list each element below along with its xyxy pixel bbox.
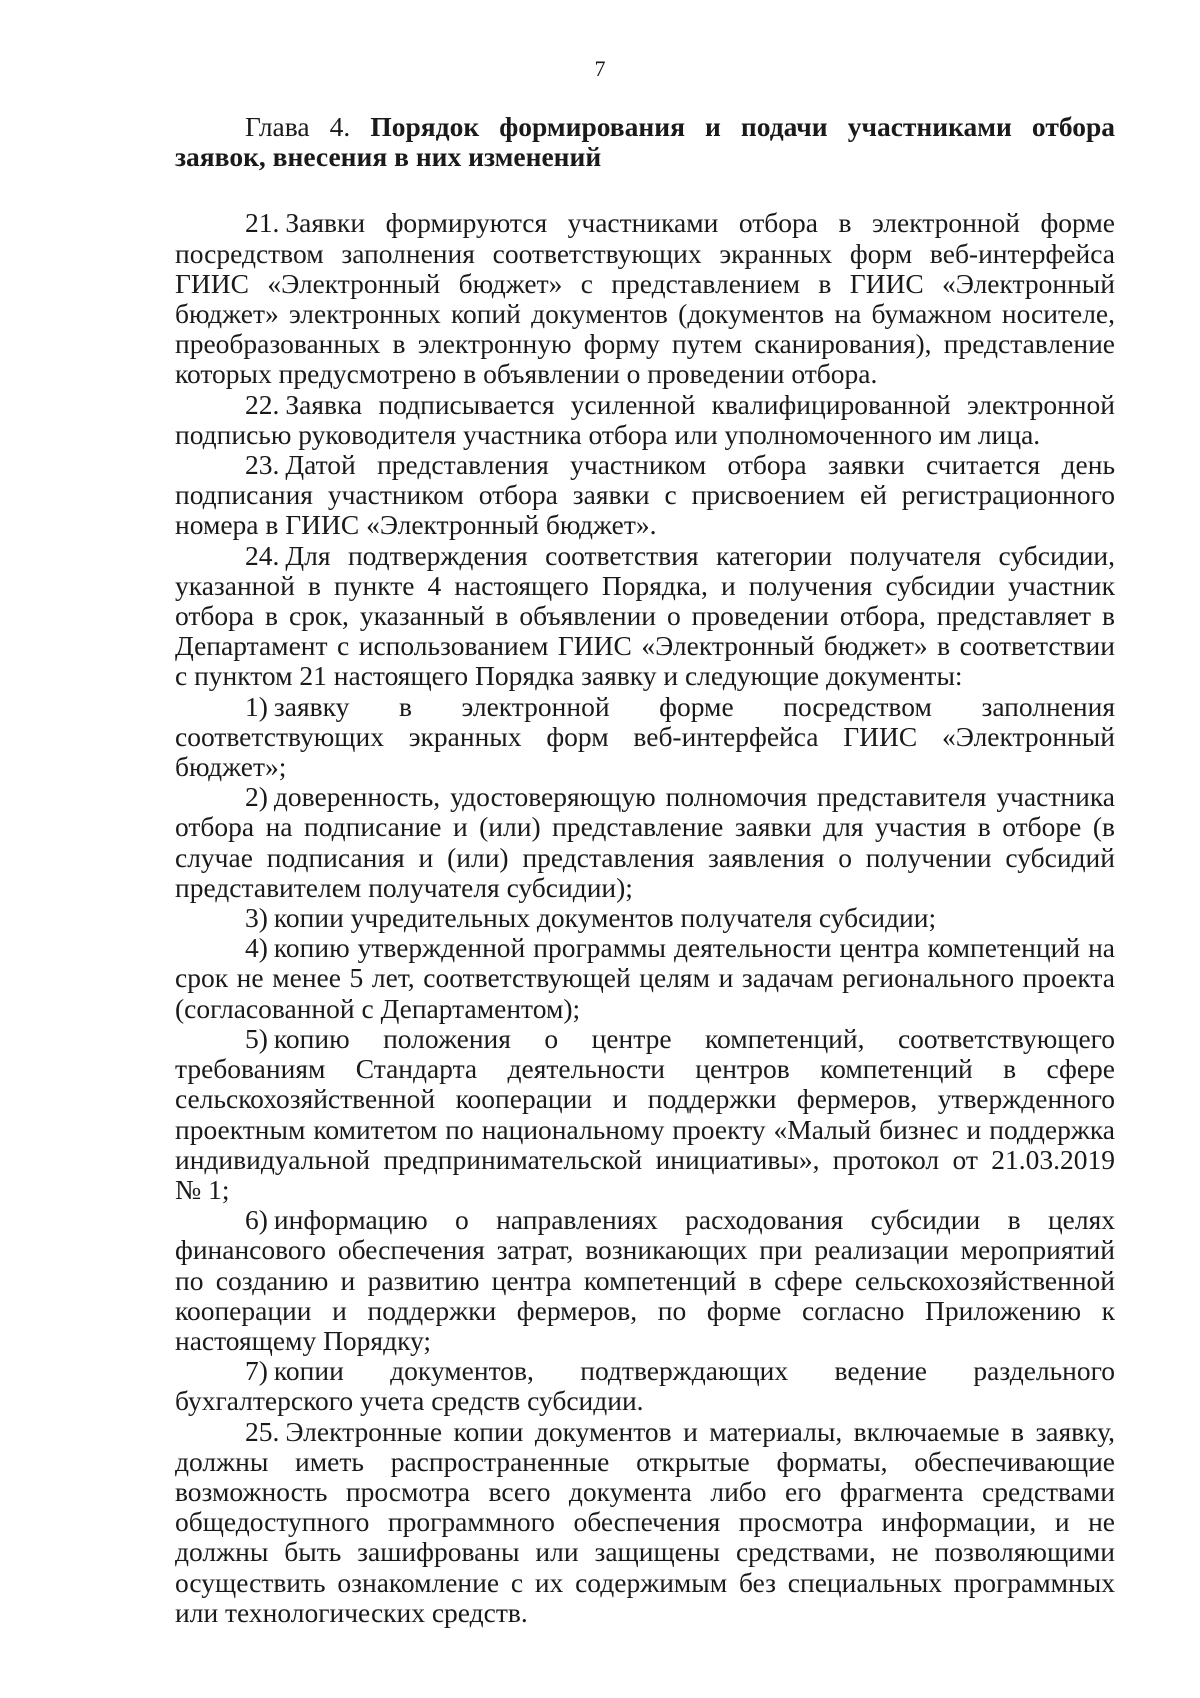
- list-item-number: 7): [245, 1355, 268, 1387]
- list-item-number: 3): [245, 902, 268, 934]
- paragraph-23: [175, 450, 1115, 541]
- document-body: [175, 112, 1115, 1628]
- paragraph-22: [175, 390, 1115, 450]
- list-item-number: 2): [245, 781, 268, 813]
- list-item-6: [175, 1205, 1115, 1356]
- list-item-text: доверенность, удостоверяющую полномочия представителя участника отбора на подписание и (или) представление заявки для участия в отборе (в случае подписания и (или) представления заявления о получении субсидий представителем получателя субсидии);: [175, 781, 1115, 903]
- list-item-number: 1): [245, 690, 268, 722]
- list-item-text: копию утвержденной программы деятельности центра компетенций на срок не менее 5 лет, соответствующей целям и задачам регионального проекта (согласованной с Департаментом);: [175, 932, 1115, 1024]
- list-item-3: [175, 903, 1115, 933]
- paragraph-number: 23.: [245, 449, 280, 481]
- paragraph-text: Заявки формируются участниками отбора в электронной форме посредством заполнения соответствующих экранных форм веб-интерфейса ГИИС «Электронный бюджет» с представлением в ГИИС «Электронный бюджет» электронных копий документов (документов на бумажном носителе, преобразованных в электронную форму путем сканирования), представление которых предусмотрено в объявлении о проведении отбора.: [175, 207, 1115, 390]
- list-item-text: заявку в электронной форме посредством заполнения соответствующих экранных форм веб-интерфейса ГИИС «Электронный бюджет»;: [175, 690, 1115, 783]
- list-item-text: копию положения о центре компетенций, соответствующего требованиям Стандарта деятельности центров компетенций в сфере сельскохозяйственной кооперации и поддержки фермеров, утвержденного проектным комитетом по национальному проекту «Малый бизнес и поддержка индивидуальной предпринимательской инициативы», протокол от 21.03.2019 № 1;: [175, 1022, 1115, 1205]
- paragraph-list: [175, 208, 1115, 1628]
- list-item-5: [175, 1024, 1115, 1205]
- list-item-text: информацию о направлениях расходования субсидии в целях финансового обеспечения затрат, возникающих при реализации мероприятий по созданию и развитию центра компетенций в сфере сельскохозяйственной кооперации и поддержки фермеров, по форме согласно Приложению к настоящему Порядку;: [175, 1204, 1115, 1356]
- paragraph-21: [175, 208, 1115, 389]
- list-item-text: копии документов, подтверждающих ведение раздельного бухгалтерского учета средств субсидии.: [175, 1355, 1115, 1417]
- paragraph-24: [175, 541, 1115, 692]
- paragraph-text: Электронные копии документов и материалы, включаемые в заявку, должны иметь распространенные открытые форматы, обеспечивающие возможность просмотра всего документа либо его фрагмента средствами общедоступного программного обеспечения просмотра информации, и не должны быть зашифрованы или защищены средствами, не позволяющими осуществить ознакомление с их содержимым без специальных программных или технологических средств.: [175, 1415, 1115, 1628]
- list-item-text: копии учредительных документов получателя субсидии;: [273, 902, 937, 934]
- paragraph-number: 22.: [245, 388, 280, 420]
- paragraph-number: 21.: [245, 207, 280, 239]
- paragraph-number: 24.: [245, 539, 280, 571]
- chapter-label: Глава 4.: [245, 111, 351, 142]
- list-item-1: [175, 692, 1115, 783]
- chapter-heading: [175, 112, 1115, 172]
- paragraph-text: Заявка подписывается усиленной квалифицированной электронной подписью руководителя участника отбора или уполномоченного им лица.: [175, 388, 1115, 450]
- paragraph-number: 25.: [245, 1415, 280, 1447]
- paragraph-text: Для подтверждения соответствия категории получателя субсидии, указанной в пункте 4 настоящего Порядка, и получения субсидии участник отбора в срок, указанный в объявлении о проведении отбора, представляет в Департамент с использованием ГИИС «Электронный бюджет» в соответствии с пунктом 21 настоящего Порядка заявку и следующие документы:: [175, 539, 1115, 692]
- list-item-number: 6): [245, 1204, 268, 1236]
- list-item-4: [175, 933, 1115, 1024]
- chapter-title: Порядок формирования и подачи участниками отбора заявок, внесения в них изменений: [175, 111, 1116, 173]
- page-number: 7: [594, 56, 606, 81]
- paragraph-25: [175, 1417, 1115, 1628]
- paragraph-text: Датой представления участником отбора заявки считается день подписания участником отбора заявки с присвоением ей регистрационного номера в ГИИС «Электронный бюджет».: [175, 449, 1115, 541]
- list-item-number: 5): [245, 1022, 268, 1054]
- list-item-7: [175, 1356, 1115, 1416]
- list-item-number: 4): [245, 932, 268, 964]
- list-item-2: [175, 782, 1115, 903]
